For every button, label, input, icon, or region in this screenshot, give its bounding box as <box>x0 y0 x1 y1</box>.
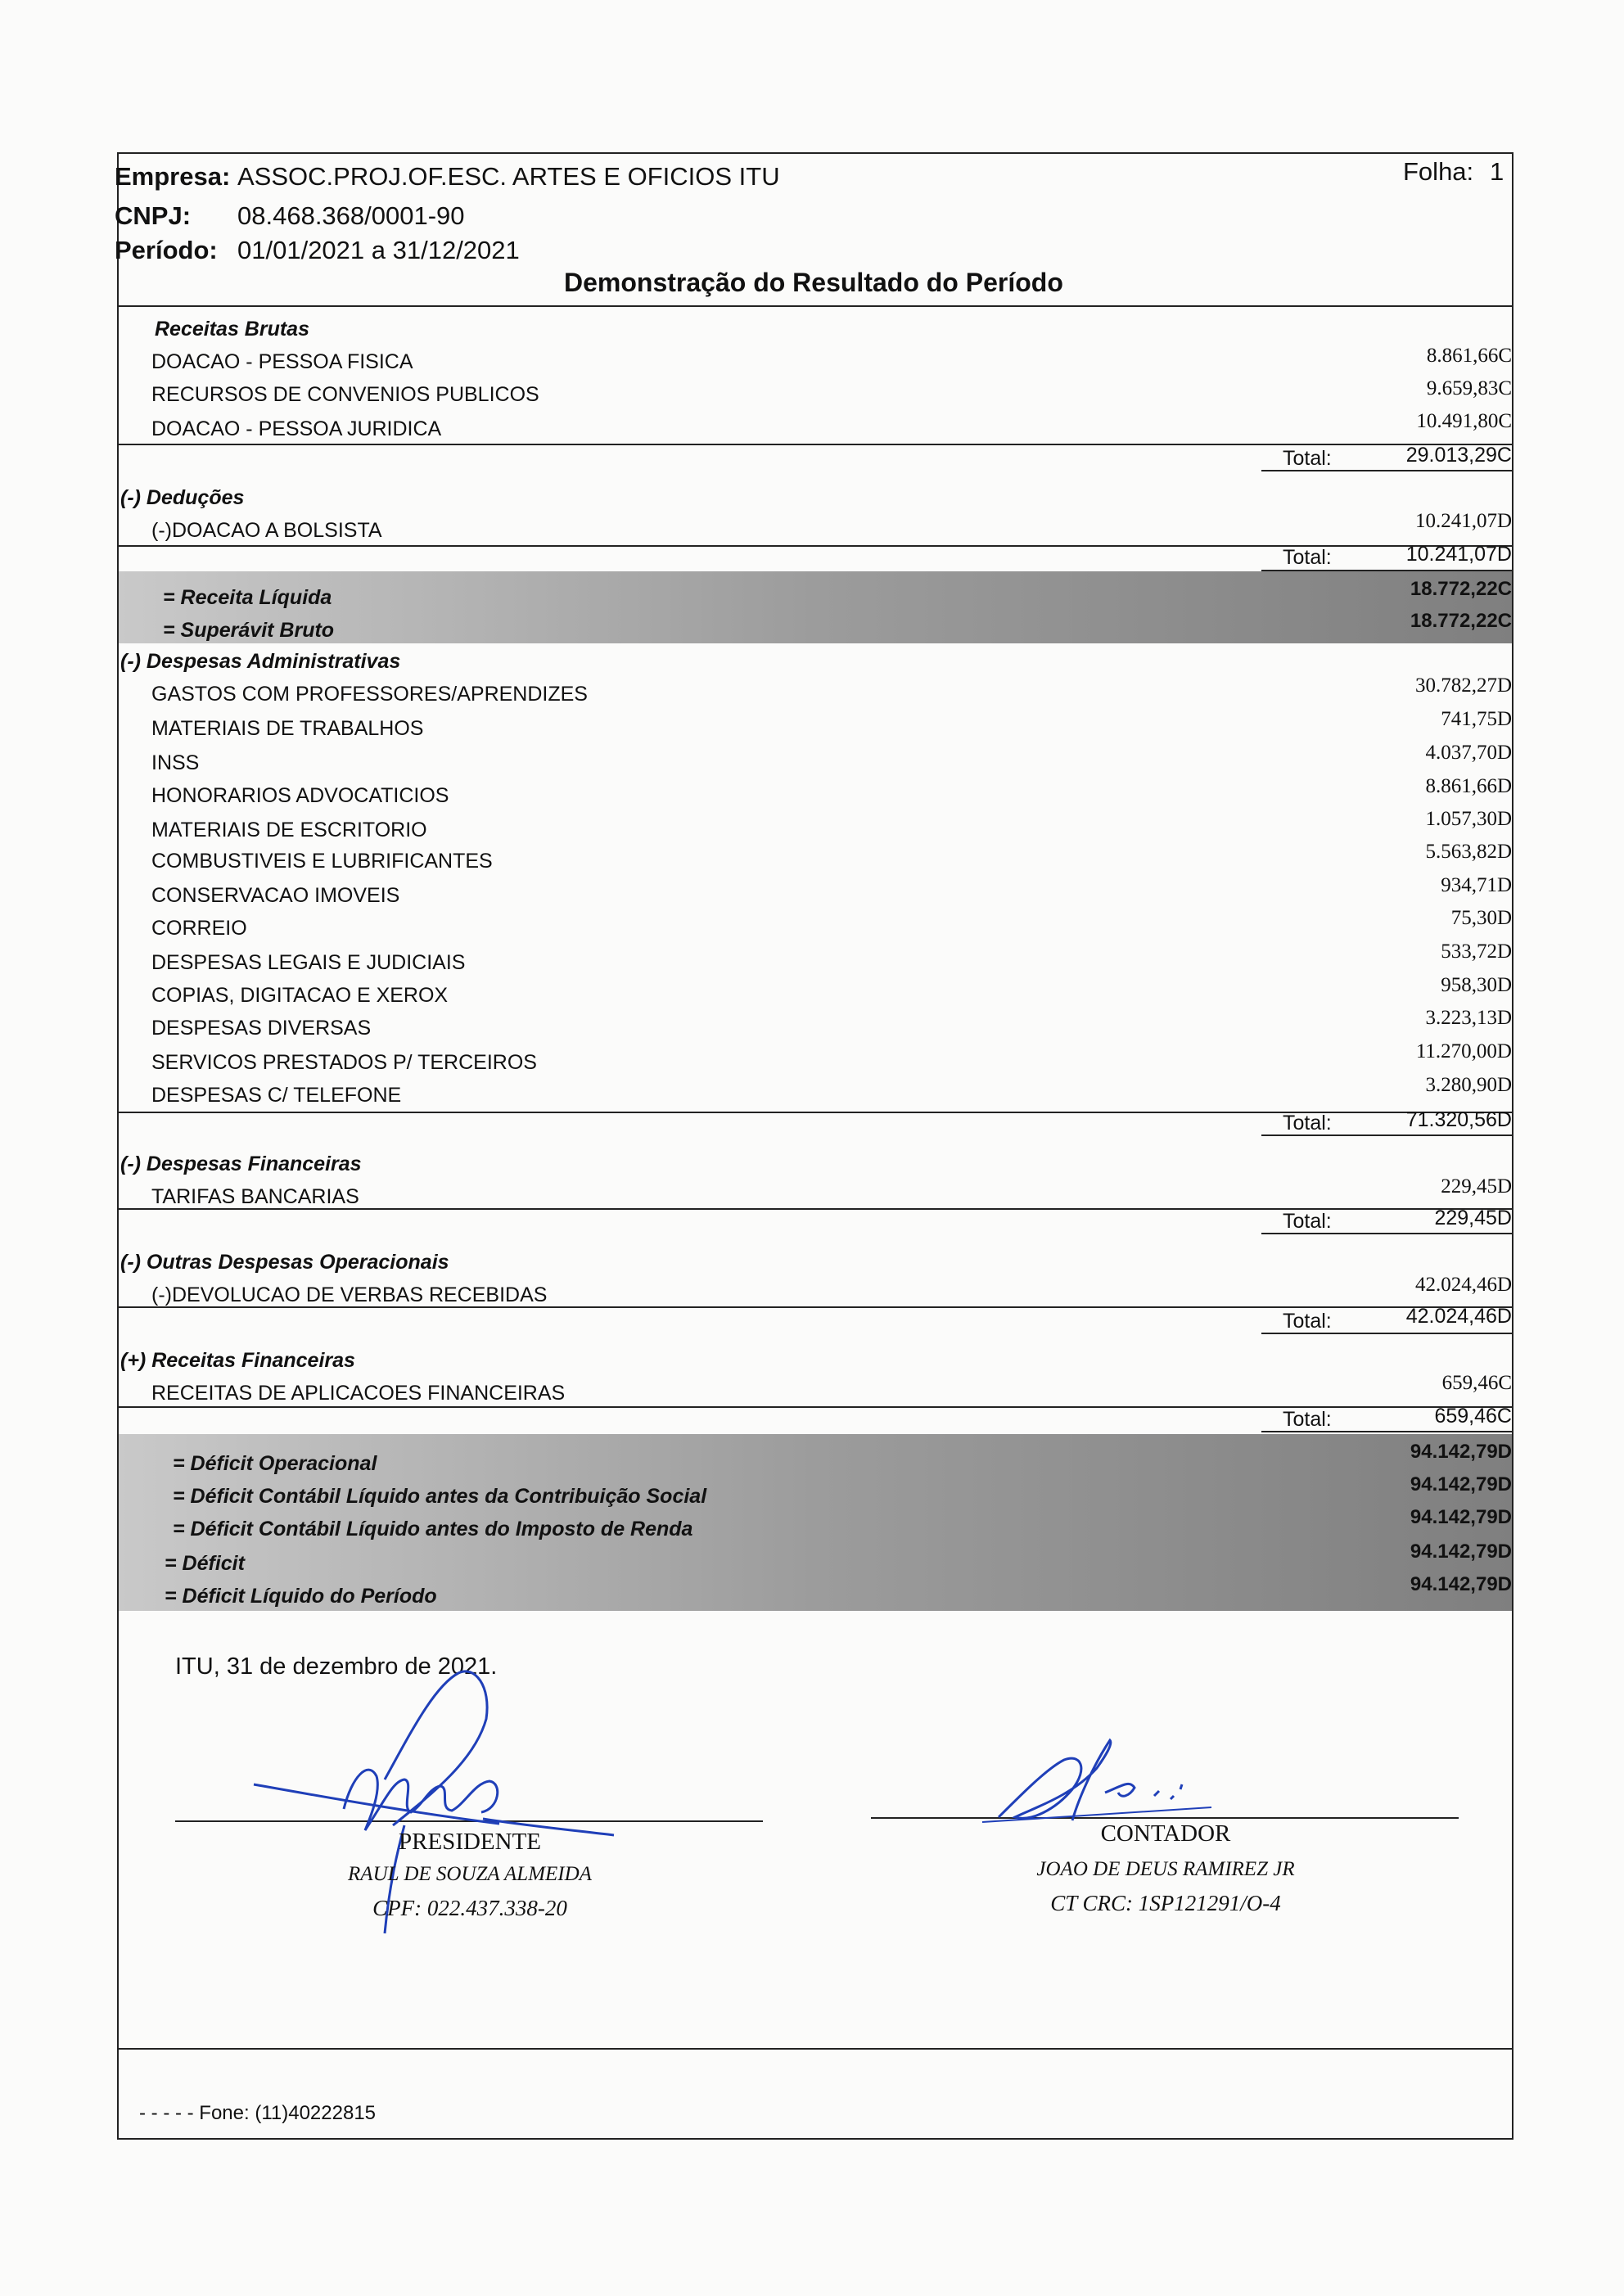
place-date: ITU, 31 de dezembro de 2021. <box>175 1653 498 1680</box>
line-label: RECEITAS DE APLICACOES FINANCEIRAS <box>151 1382 566 1405</box>
divider <box>1261 1233 1513 1234</box>
report-body <box>117 0 1513 1637</box>
total-amount: 229,45D <box>1434 1207 1512 1229</box>
line-label: (-)DOACAO A BOLSISTA <box>151 519 382 542</box>
total-amount: 659,46C <box>1434 1405 1512 1428</box>
result-amount: 94.142,79D <box>1410 1506 1512 1528</box>
result-amount: 18.772,22C <box>1410 578 1512 600</box>
line-label: MATERIAIS DE TRABALHOS <box>151 717 424 740</box>
total-label: Total: <box>1283 1112 1332 1134</box>
president-cpf: CPF: 022.437.338-20 <box>372 1896 567 1920</box>
line-label: DESPESAS C/ TELEFONE <box>151 1084 402 1107</box>
periodo-label: Período: <box>115 236 218 264</box>
result-label: = Déficit Líquido do Período <box>165 1585 437 1608</box>
result-amount: 94.142,79D <box>1410 1473 1512 1495</box>
line-label: MATERIAIS DE ESCRITORIO <box>151 819 427 841</box>
line-amount: 659,46C <box>1441 1372 1512 1394</box>
accountant-role: CONTADOR <box>1100 1820 1231 1847</box>
line-amount: 3.280,90D <box>1425 1074 1512 1096</box>
cnpj-value: 08.468.368/0001-90 <box>237 201 465 230</box>
empresa-label: Empresa: <box>115 162 231 191</box>
total-label: Total: <box>1283 447 1332 470</box>
line-label: DOACAO - PESSOA FISICA <box>151 350 413 373</box>
total-label: Total: <box>1283 546 1332 569</box>
line-label: RECURSOS DE CONVENIOS PUBLICOS <box>151 383 539 406</box>
result-amount: 94.142,79D <box>1410 1573 1512 1595</box>
accountant-name: JOAO DE DEUS RAMIREZ JR <box>1036 1858 1295 1880</box>
total-label: Total: <box>1283 1210 1332 1233</box>
result-amount: 94.142,79D <box>1410 1540 1512 1563</box>
line-label: (-)DEVOLUCAO DE VERBAS RECEBIDAS <box>151 1283 548 1306</box>
line-amount: 3.223,13D <box>1425 1007 1512 1029</box>
line-amount: 8.861,66D <box>1425 775 1512 797</box>
section-receitas-brutas-title: Receitas Brutas <box>155 318 309 341</box>
result-label: = Déficit Contábil Líquido antes do Imposto de Renda <box>173 1518 693 1540</box>
section-outras-desp-title: (-) Outras Despesas Operacionais <box>120 1251 449 1274</box>
line-label: INSS <box>151 751 200 774</box>
line-label: DESPESAS DIVERSAS <box>151 1017 372 1040</box>
line-amount: 741,75D <box>1441 708 1512 730</box>
line-amount: 934,71D <box>1441 874 1512 896</box>
line-label: GASTOS COM PROFESSORES/APRENDIZES <box>151 683 588 706</box>
result-label: = Déficit <box>165 1552 245 1575</box>
section-despesas-adm-title: (-) Despesas Administrativas <box>120 650 401 673</box>
line-amount: 10.241,07D <box>1414 510 1512 532</box>
result-label: = Déficit Contábil Líquido antes da Contribuição Social <box>173 1485 707 1508</box>
line-amount: 42.024,46D <box>1414 1274 1512 1296</box>
periodo-value: 01/01/2021 a 31/12/2021 <box>237 236 520 264</box>
total-amount: 10.241,07D <box>1405 543 1512 566</box>
section-despesas-fin-title: (-) Despesas Financeiras <box>120 1153 362 1175</box>
line-label: DOACAO - PESSOA JURIDICA <box>151 417 442 440</box>
line-label: TARIFAS BANCARIAS <box>151 1185 359 1208</box>
divider <box>1261 1333 1513 1334</box>
result-label: = Déficit Operacional <box>173 1452 377 1475</box>
divider <box>1261 1134 1513 1136</box>
line-amount: 75,30D <box>1450 907 1512 929</box>
line-amount: 11.270,00D <box>1415 1040 1512 1062</box>
line-amount: 8.861,66C <box>1426 345 1512 367</box>
line-amount: 958,30D <box>1441 974 1512 996</box>
line-amount: 1.057,30D <box>1425 808 1512 830</box>
line-label: SERVICOS PRESTADOS P/ TERCEIROS <box>151 1051 537 1074</box>
president-name: RAUL DE SOUZA ALMEIDA <box>348 1863 592 1885</box>
cnpj-label: CNPJ: <box>115 201 192 230</box>
line-label: DESPESAS LEGAIS E JUDICIAIS <box>151 951 466 974</box>
total-amount: 71.320,56D <box>1405 1108 1512 1131</box>
line-label: COMBUSTIVEIS E LUBRIFICANTES <box>151 850 493 873</box>
result-amount: 18.772,22C <box>1410 610 1512 632</box>
empresa-value: ASSOC.PROJ.OF.ESC. ARTES E OFICIOS ITU <box>237 162 780 191</box>
line-amount: 533,72D <box>1441 941 1512 963</box>
line-amount: 5.563,82D <box>1425 841 1512 863</box>
divider <box>1261 470 1513 471</box>
divider <box>1261 1431 1513 1432</box>
result-label: = Receita Líquida <box>163 586 332 609</box>
line-amount: 4.037,70D <box>1425 742 1512 764</box>
report-title: Demonstração do Resultado do Período <box>564 268 1063 297</box>
total-amount: 29.013,29C <box>1405 444 1512 467</box>
result-amount: 94.142,79D <box>1410 1441 1512 1463</box>
folha-value: 1 <box>1490 157 1504 186</box>
section-receitas-fin-title: (+) Receitas Financeiras <box>120 1349 355 1372</box>
line-amount: 30.782,27D <box>1414 674 1512 697</box>
section-deducoes-title: (-) Deduções <box>120 486 245 509</box>
line-amount: 9.659,83C <box>1426 377 1512 399</box>
folha-label: Folha: <box>1403 157 1474 186</box>
line-label: HONORARIOS ADVOCATICIOS <box>151 784 449 807</box>
total-amount: 42.024,46D <box>1405 1305 1512 1328</box>
total-label: Total: <box>1283 1408 1332 1431</box>
line-amount: 229,45D <box>1441 1175 1512 1198</box>
footer-phone: - - - - - Fone: (11)40222815 <box>139 2102 377 2124</box>
line-label: CONSERVACAO IMOVEIS <box>151 884 400 907</box>
total-label: Total: <box>1283 1310 1332 1333</box>
line-label: CORREIO <box>151 917 247 940</box>
footer-divider <box>117 2048 1513 2050</box>
accountant-crc: CT CRC: 1SP121291/O-4 <box>1050 1891 1281 1915</box>
president-role: PRESIDENTE <box>399 1829 541 1855</box>
result-label: = Superávit Bruto <box>163 619 335 642</box>
line-label: COPIAS, DIGITACAO E XEROX <box>151 984 449 1007</box>
line-amount: 10.491,80C <box>1416 410 1512 432</box>
